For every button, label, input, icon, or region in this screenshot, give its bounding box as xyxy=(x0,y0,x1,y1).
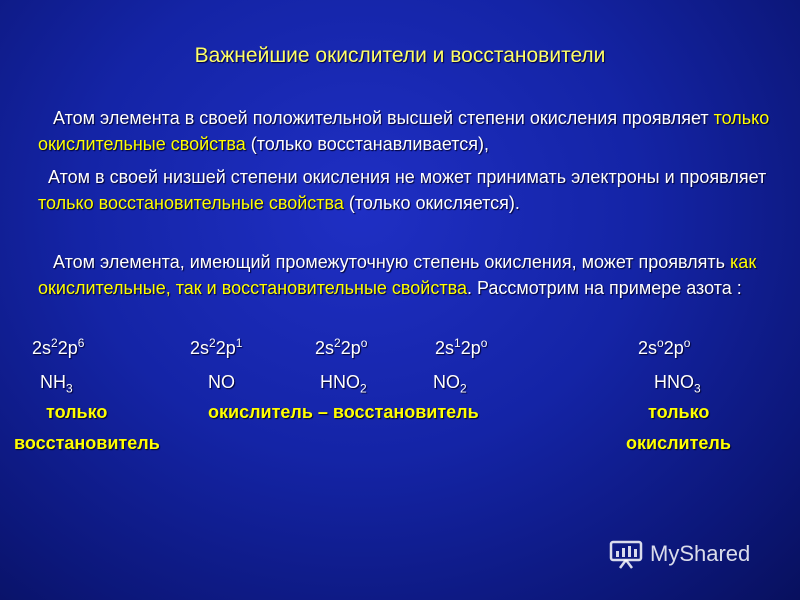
label-oxidizer-reducer: окислитель – восстановитель xyxy=(208,402,479,422)
label-only-top-right: только xyxy=(648,402,710,422)
paragraph-tail: (только восстанавливается), xyxy=(245,134,490,154)
paragraph-lead: Атом в своей низшей степени окисления не может принимать электроны и проявляет xyxy=(48,167,767,187)
config-nh3: $2s^22p^6$ xyxy=(32,336,85,358)
paragraph-tail: (только окисляется). xyxy=(343,193,520,213)
formula-hno2: $HNO_2$ xyxy=(320,372,367,396)
paragraph-lead: Атом элемента, имеющий промежуточную степень окисления, может проявлять xyxy=(53,252,731,272)
paragraph-lowest-oxidation xyxy=(38,164,790,216)
label-reducer: восстановитель xyxy=(14,433,160,453)
config-hno2: $2s^22p^o$ xyxy=(315,336,368,358)
paragraph-highlight: только окислительные свойства xyxy=(38,108,770,154)
formula-nh3: $NH_3$ xyxy=(40,372,73,396)
formula-hno3: $HNO_3$ xyxy=(654,372,701,396)
config-no2: $2s^12p^o$ xyxy=(435,336,488,358)
config-hno3: $2s^o2p^o$ xyxy=(638,336,691,358)
label-only-top-left: только xyxy=(46,402,108,422)
paragraph-highlight: как окислительные, так и восстановительные свойства xyxy=(38,252,757,298)
watermark-text: MyShared xyxy=(650,541,751,566)
label-oxidizer: окислитель xyxy=(626,433,731,453)
presentation-icon xyxy=(608,539,644,569)
paragraph-intermediate-oxidation xyxy=(38,249,790,301)
formula-no2: $NO_2$ xyxy=(433,372,467,396)
paragraph-highlight: только восстановительные свойства xyxy=(38,193,344,213)
paragraph-highest-oxidation xyxy=(38,105,790,157)
formula-no: NO xyxy=(208,372,235,392)
paragraph-tail: . Рассмотрим на примере азота : xyxy=(466,278,742,298)
slide-title: Важнейшие окислители и восстановители xyxy=(194,44,606,67)
watermark-logo xyxy=(608,538,750,570)
paragraph-lead: Атом элемента в своей положительной высшей степени окисления проявляет xyxy=(53,108,714,128)
config-no: $2s^22p^1$ xyxy=(190,336,243,358)
